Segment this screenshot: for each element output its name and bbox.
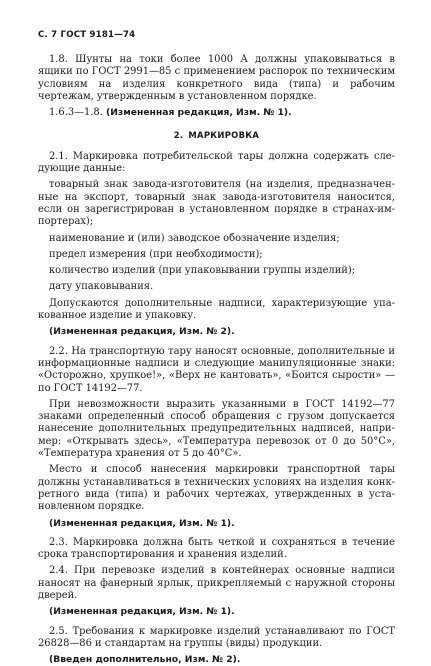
section-number: 2. xyxy=(173,130,184,141)
amendment-note: (Измененная редакция, Изм. № 1). xyxy=(106,107,292,119)
document-body xyxy=(38,54,395,666)
paragraph-2-3: 2.3. Маркировка должна быть четкой и сохраняться в течение срока транспортирования и хранения изделий. xyxy=(38,536,395,561)
paragraph-2-1: 2.1. Маркировка потребительской тары должна содержать следующие данные: xyxy=(38,150,395,175)
paragraph-2-5: 2.5. Требования к маркировке изделий устанавливают по ГОСТ 26828—86 и стандартам на группы (виды) продукции. xyxy=(38,625,395,649)
paragraph-item: наименование и (или) заводское обозначение изделия; xyxy=(49,232,340,244)
paragraph-item: товарный знак завода-изготовителя (на изделия, предназначенные на экспорт, товарный знак завода-изготовителя наносится, если он зарегистрирован в установленном порядке в странах-импортерах); xyxy=(38,179,395,228)
amendment-note: (Измененная редакция, Изм. № 1). xyxy=(49,517,235,529)
paragraph-2-2: 2.2. На транспортную тару наносят основные, дополнительные и информационные надписи и следующие манипуляционные знаки: «Осторожно, хрупкое!», «Верх не кантовать», «Боится сырости» — по ГОСТ 14192—77. xyxy=(38,345,395,394)
page-header: С. 7 ГОСТ 9181—74 xyxy=(38,30,136,40)
paragraph-item: предел измерения (при необходимости); xyxy=(49,248,263,260)
paragraph-2-4: 2.4. При перевозке изделий в контейнерах основные надписи наносят на фанерный ярлык, прикрепляемый с наружной стороны дверей. xyxy=(38,565,395,601)
section-title xyxy=(38,129,395,141)
paragraph-item: количество изделий (при упаковывании группы изделий); xyxy=(49,265,356,277)
paragraph-item: Место и способ нанесения маркировки транспортной тары должны устанавливаться в технических условиях на изделия конкретного вида (типа) и рабочих чертежах, утвержденных в установленном порядке. xyxy=(38,464,395,513)
amendment-note: (Измененная редакция, Изм. № 2). xyxy=(49,326,235,338)
paragraph-1-6-3-amend xyxy=(38,107,395,119)
paragraph-range: 1.6.3—1.8. xyxy=(49,107,103,119)
section-heading: МАРКИРОВКА xyxy=(188,130,260,141)
paragraph-item: Допускаются дополнительные надписи, характеризующие упакованное изделие и упаковку. xyxy=(38,297,395,322)
paragraph-1-8: 1.8. Шунты на токи более 1000 А должны упаковываться в ящики по ГОСТ 2991—85 с применением распорок по техническим условиям на изделия конкретного вида (типа) и рабочим чертежам, утвержденным в установленном порядке. xyxy=(38,54,395,102)
paragraph-item: При невозможности выразить указанными в ГОСТ 14192—77 знаками определенный способ обращения с грузом допускается нанесение дополнительных предупредительных надписей, например: «Открывать здесь», «Температура перевозок от 0 до 50°С», «Температура хранения от 5 до 40°С». xyxy=(38,398,395,460)
amendment-note: (Введен дополнительно, Изм. № 2). xyxy=(49,654,241,666)
amendment-note: (Измененная редакция, Изм. № 1). xyxy=(49,606,235,618)
paragraph-item: дату упаковывания. xyxy=(49,281,154,293)
